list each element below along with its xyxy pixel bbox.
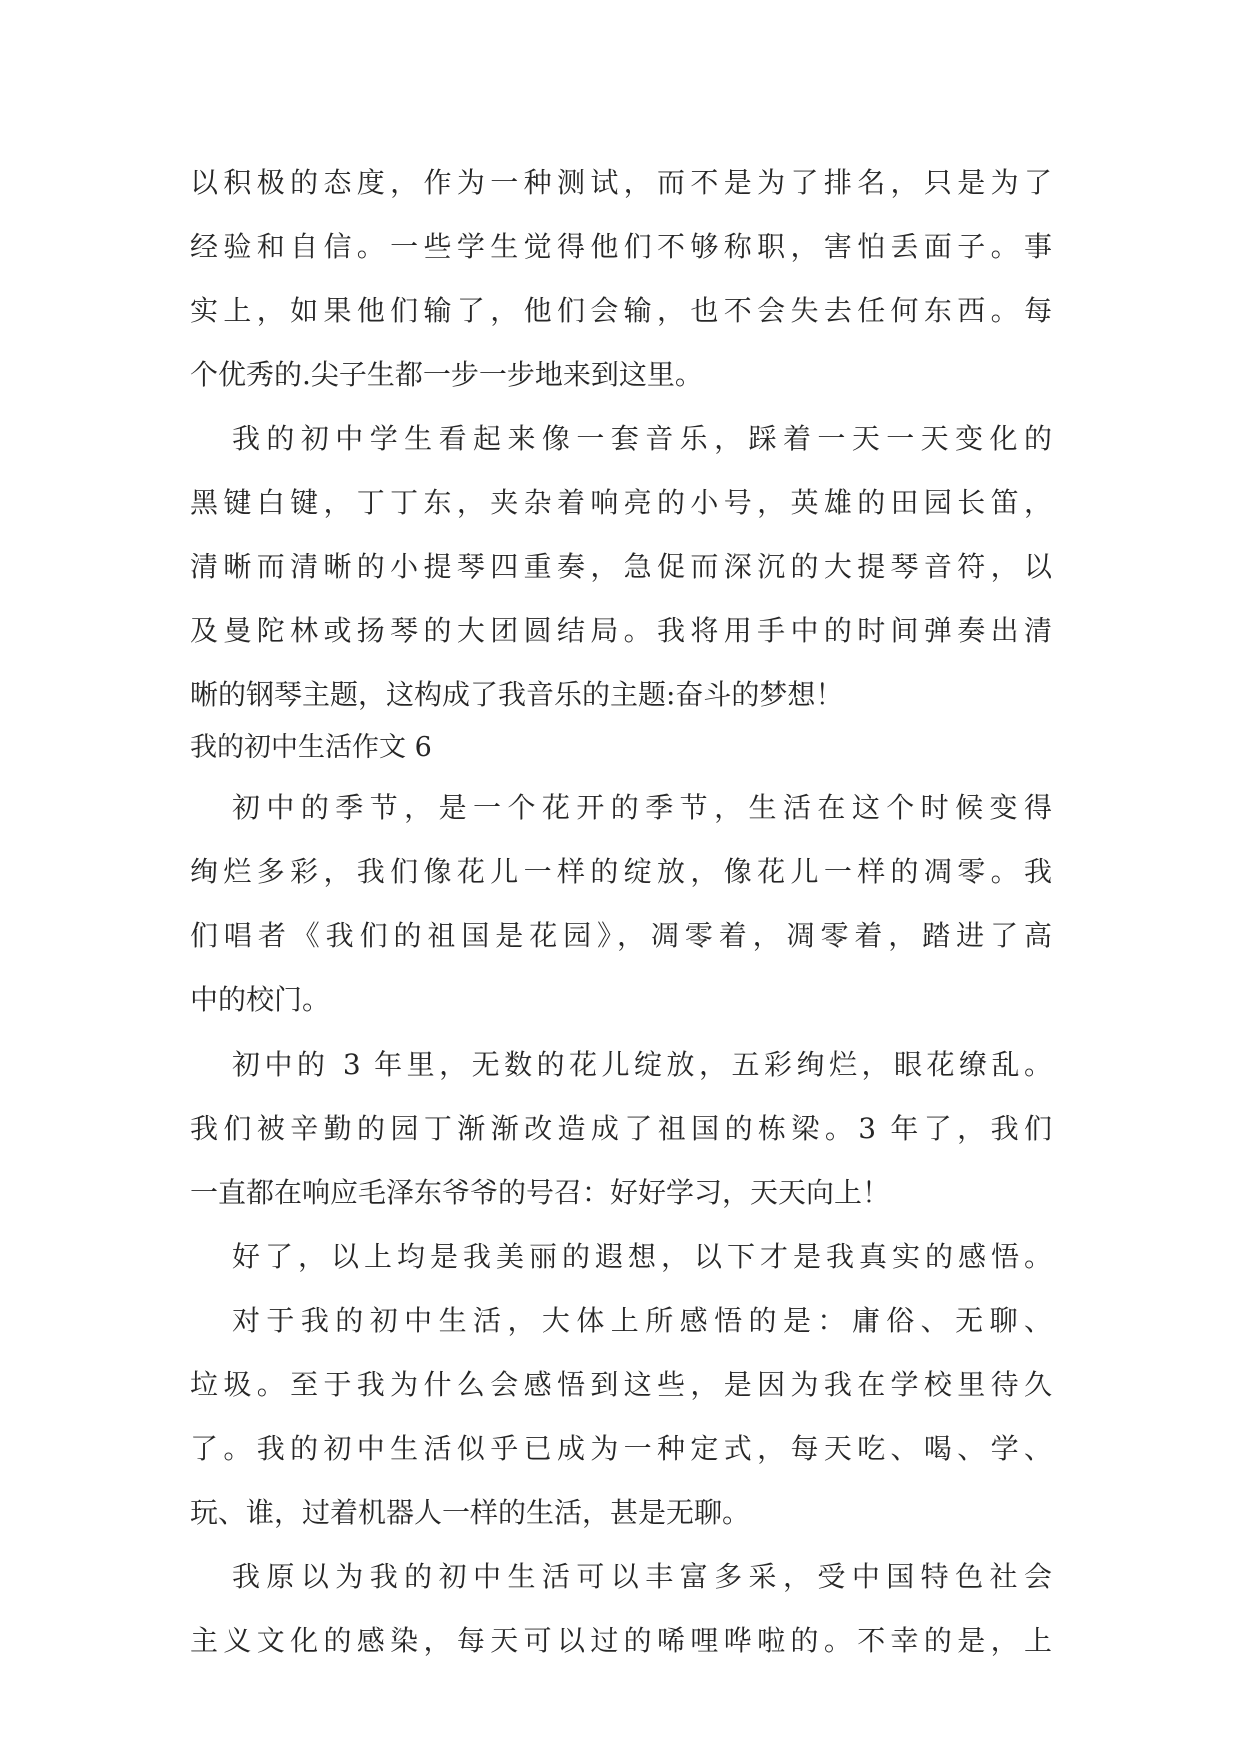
- text-line: 中的校门。: [190, 983, 331, 1016]
- text-line: 们唱者《我们的祖国是花园》，凋零着，凋零着，踏进了高: [190, 919, 1052, 952]
- text-line: 实上，如果他们输了，他们会输，也不会失去任何东西。每: [190, 294, 1052, 327]
- text-line: 初中的 3 年里，无数的花儿绽放，五彩绚烂，眼花缭乱。: [232, 1048, 1052, 1081]
- text-line: 一直都在响应毛泽东爷爷的号召：好好学习，天天向上！: [190, 1176, 891, 1209]
- section-heading: 我的初中生活作文 6: [190, 732, 432, 763]
- text-line: 对于我的初中生活，大体上所感悟的是：庸俗、无聊、: [232, 1304, 1052, 1337]
- text-line: 玩、谁，过着机器人一样的生活，甚是无聊。: [190, 1496, 751, 1529]
- text-line: 晰的钢琴主题，这构成了我音乐的主题:奋斗的梦想！: [190, 678, 844, 711]
- text-line: 我原以为我的初中生活可以丰富多采，受中国特色社会: [232, 1560, 1052, 1593]
- text-line: 我们被辛勤的园丁渐渐改造成了祖国的栋梁。3 年了，我们: [190, 1112, 1052, 1145]
- text-line: 经验和自信。一些学生觉得他们不够称职，害怕丢面子。事: [190, 230, 1052, 263]
- text-line: 我的初中学生看起来像一套音乐，踩着一天一天变化的: [232, 422, 1052, 455]
- text-line: 了。我的初中生活似乎已成为一种定式，每天吃、喝、学、: [190, 1432, 1052, 1465]
- text-line: 好了，以上均是我美丽的遐想，以下才是我真实的感悟。: [232, 1240, 1052, 1273]
- text-line: 初中的季节，是一个花开的季节，生活在这个时候变得: [232, 791, 1052, 824]
- text-line: 垃圾。至于我为什么会感悟到这些，是因为我在学校里待久: [190, 1368, 1052, 1401]
- text-line: 及曼陀林或扬琴的大团圆结局。我将用手中的时间弹奏出清: [190, 614, 1052, 647]
- text-line: 绚烂多彩，我们像花儿一样的绽放，像花儿一样的凋零。我: [190, 855, 1052, 888]
- text-line: 个优秀的.尖子生都一步一步地来到这里。: [190, 358, 703, 391]
- text-line: 以积极的态度，作为一种测试，而不是为了排名，只是为了: [190, 166, 1052, 199]
- text-line: 清晰而清晰的小提琴四重奏，急促而深沉的大提琴音符，以: [190, 550, 1052, 583]
- text-line: 主义文化的感染，每天可以过的唏哩哗啦的。不幸的是，上: [190, 1624, 1052, 1657]
- text-line: 黑键白键，丁丁东，夹杂着响亮的小号，英雄的田园长笛，: [190, 486, 1052, 519]
